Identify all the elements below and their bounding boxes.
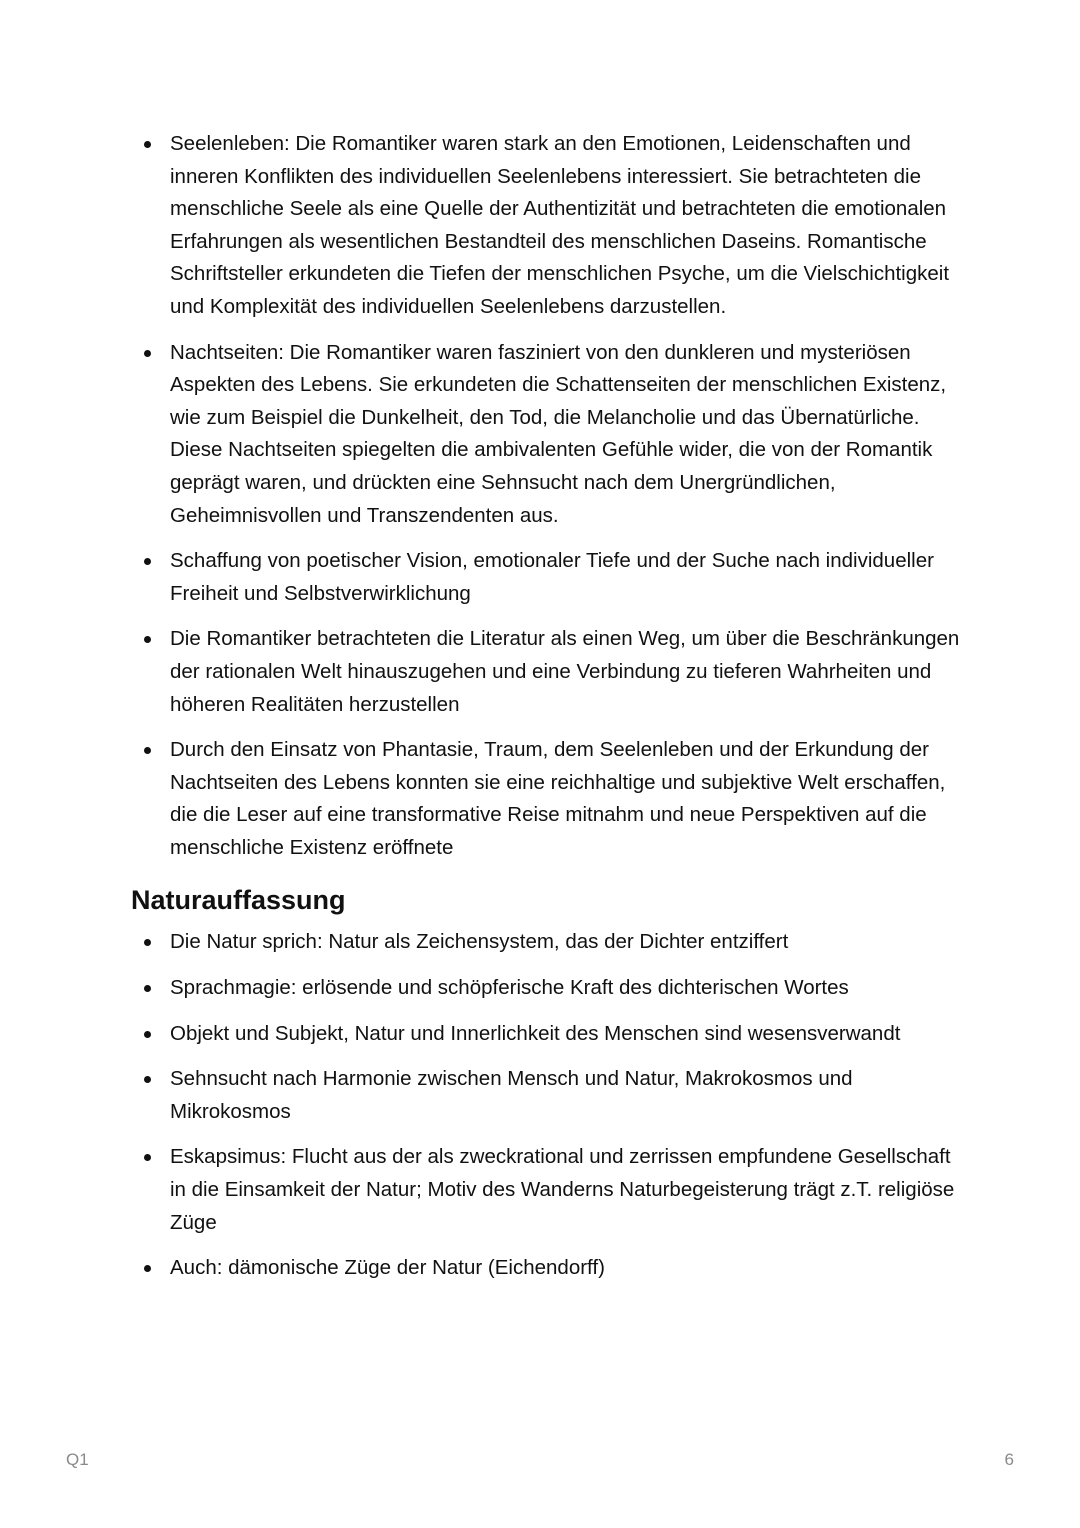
list-item (131, 337, 961, 533)
list-item (131, 926, 961, 959)
bullet-icon (144, 939, 151, 946)
list-item-text: Sprachmagie: erlösende und schöpferische Kraft des dichterischen Wortes (170, 976, 849, 1000)
list-item-text: Eskapsimus: Flucht aus der als zweckrational und zerrissen empfundene Gesellschaft in die Einsamkeit der Natur; Motiv des Wanderns Naturbegeisterung trägt z.T. religiöse Züge (170, 1145, 955, 1234)
list-item (131, 1063, 961, 1128)
bullet-list-romantik (131, 128, 961, 864)
bullet-icon (144, 985, 151, 992)
bullet-icon (144, 1031, 151, 1038)
list-item-text: Auch: dämonische Züge der Natur (Eichendorff) (170, 1256, 605, 1280)
list-item (131, 972, 961, 1005)
list-item (131, 1252, 961, 1285)
bullet-icon (144, 636, 151, 643)
list-item (131, 1141, 961, 1239)
list-item-text: Sehnsucht nach Harmonie zwischen Mensch und Natur, Makrokosmos und Mikrokosmos (170, 1067, 853, 1123)
list-item-text: Nachtseiten: Die Romantiker waren fasziniert von den dunkleren und mysteriösen Aspekten des Lebens. Sie erkundeten die Schattenseiten der menschlichen Existenz, wie zum Beispiel die Dunkelheit, den Tod, die Melancholie und das Übernatürliche. Diese Nachtseiten spiegelten die ambivalenten Gefühle wider, die von der Romantik geprägt waren, und drückten eine Sehnsucht nach dem Unergründlichen, Geheimnisvollen und Transzendenten aus. (170, 340, 947, 527)
list-item-text: Seelenleben: Die Romantiker waren stark an den Emotionen, Leidenschaften und inneren Konflikten des individuellen Seelenlebens interessiert. Sie betrachteten die menschliche Seele als eine Quelle der Authentizität und betrachteten die emotionalen Erfahrungen als wesentlichen Bestandteil des menschlichen Daseins. Romantische Schriftsteller erkundeten die Tiefen der menschlichen Psyche, um die Vielschichtigkeit und Komplexität des individuellen Seelenlebens darzustellen. (170, 132, 950, 318)
bullet-icon (144, 1076, 151, 1083)
bullet-icon (144, 558, 151, 565)
list-item-text: Schaffung von poetischer Vision, emotionaler Tiefe und der Suche nach individueller Freiheit und Selbstverwirklichung (170, 549, 934, 605)
bullet-icon (144, 350, 151, 357)
list-item (131, 128, 961, 324)
bullet-icon (144, 747, 151, 754)
bullet-icon (144, 1154, 151, 1161)
list-item (131, 734, 961, 864)
list-item (131, 545, 961, 610)
bullet-icon (144, 141, 151, 148)
bullet-list-naturauffassung (131, 926, 961, 1284)
list-item-text: Durch den Einsatz von Phantasie, Traum, dem Seelenleben und der Erkundung der Nachtseiten des Lebens konnten sie eine reichhaltige und subjektive Welt erschaffen, die die Leser auf eine transformative Reise mitnahm und neue Perspektiven auf die menschliche Existenz eröffnete (170, 738, 946, 859)
bullet-icon (144, 1265, 151, 1272)
footer-course-label: Q1 (66, 1450, 89, 1469)
list-item-text: Die Natur sprich: Natur als Zeichensystem, das der Dichter entziffert (170, 930, 789, 954)
document-body (131, 128, 961, 1298)
list-item-text: Die Romantiker betrachteten die Literatur als einen Weg, um über die Beschränkungen der rationalen Welt hinauszugehen und eine Verbindung zu tieferen Wahrheiten und höheren Realitäten herzustellen (170, 627, 960, 716)
page-number: 6 (1004, 1450, 1014, 1469)
section-heading-naturauffassung: Naturauffassung (131, 885, 346, 916)
list-item (131, 623, 961, 721)
list-item-text: Objekt und Subjekt, Natur und Innerlichkeit des Menschen sind wesensverwandt (170, 1021, 901, 1045)
list-item (131, 1018, 961, 1051)
